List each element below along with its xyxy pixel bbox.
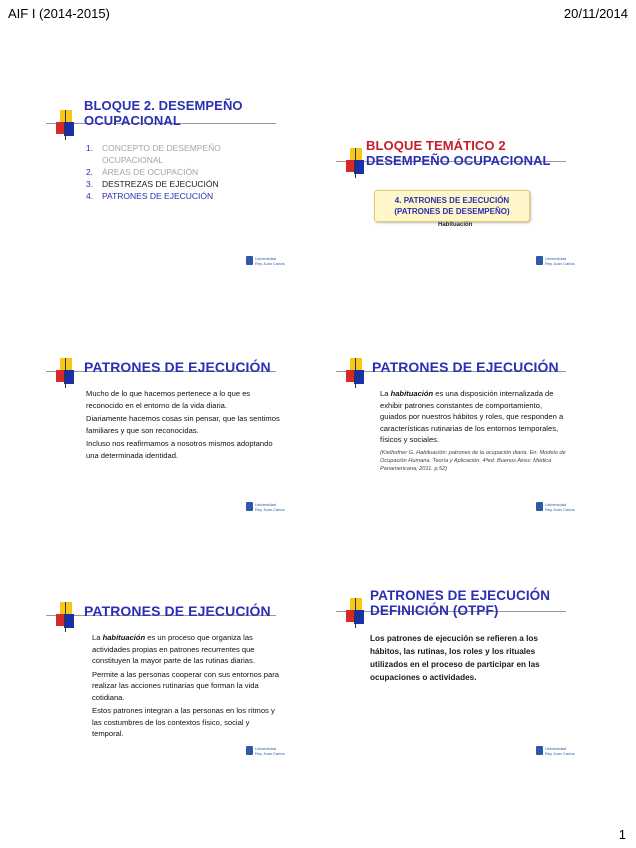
list-item: 3. DESTREZAS DE EJECUCIÓN (86, 179, 219, 189)
university-logo: Universidad Rey Juan Carlos (246, 502, 274, 512)
university-logo: Universidad Rey Juan Carlos (246, 746, 274, 756)
slide-title: PATRONES DE EJECUCIÓN DEFINICIÓN (OTPF) (370, 588, 551, 618)
list-item: 2. ÁREAS DE OCUPACIÓN (86, 167, 199, 177)
university-logo: Universidad Rey Juan Carlos (246, 256, 274, 266)
slide-decoration-icon (56, 358, 82, 388)
slide-6 (346, 586, 598, 766)
slide-1 (56, 90, 308, 270)
slide-decoration-icon (56, 602, 82, 632)
list-item: 1. CONCEPTO DE DESEMPEÑO OCUPACIONAL (86, 143, 221, 165)
slide-title: PATRONES DE EJECUCIÓN (372, 359, 559, 375)
topic-list (86, 142, 276, 202)
slide-body: La habituación es un proceso que organiza las actividades propias en patrones recurrentes que constituyen la mayor parte de las rutinas diarias. Permite a las personas cooperar con sus entornos para realizar las acciones rutinarias que forman la vida cotidiana. Estos patrones integran a las personas en los ritmos y las costumbres de los contextos físico, social y temporal. (92, 633, 279, 738)
university-logo: Universidad Rey Juan Carlos (536, 502, 564, 512)
slide-decoration-icon (56, 110, 82, 140)
slide-title: BLOQUE TEMÁTICO 2 DESEMPEÑO OCUPACIONAL (366, 138, 551, 168)
slide-subtitle: Habituación (438, 222, 473, 228)
slide-5 (56, 594, 308, 774)
section-callout: 4. PATRONES DE EJECUCIÓN (PATRONES DE DESEMPEÑO) (374, 190, 530, 222)
slide-3 (56, 350, 308, 530)
slide-decoration-icon (346, 598, 372, 628)
document-header-date: 20/11/2014 (563, 6, 628, 21)
slide-4 (346, 350, 598, 530)
slide-body: Mucho de lo que hacemos pertenece a lo que es reconocido en el entorno de la vida diaria. Diariamente hacemos cosas sin pensar, que las sentimos familiares y que son reconocidas. Incluso nos reafirmamos a nosotros mismos adoptando una determinada identidad. (86, 389, 280, 460)
university-logo: Universidad Rey Juan Carlos (536, 746, 564, 756)
slide-title: PATRONES DE EJECUCIÓN (84, 603, 271, 619)
citation: (Kielhofner G. Habituación: patrones de la ocupación diaria. En: Modelo de Ocupación Humana. Teoría y Aplicación. 4ªed. Buenos Aires: Médica Panamericana; 2011. p.52) (380, 449, 566, 472)
slide-2 (346, 90, 598, 270)
document-header-course: AIF I (2014-2015) (8, 6, 110, 21)
university-logo: Universidad Rey Juan Carlos (536, 256, 564, 266)
list-item: 4. PATRONES DE EJECUCIÓN (86, 191, 214, 201)
slide-title: PATRONES DE EJECUCIÓN (84, 359, 271, 375)
page-number: 1 (618, 827, 626, 842)
slide-body: Los patrones de ejecución se refieren a los hábitos, las rutinas, los roles y los rituales utilizados en el proceso de participar en las ocupaciones o actividades. (370, 634, 540, 682)
slide-decoration-icon (346, 358, 372, 388)
slide-title: BLOQUE 2. DESEMPEÑO OCUPACIONAL (84, 98, 243, 128)
slide-body: La habituación es una disposición internalizada de exhibir patrones constantes de comportamiento, guiados por nuestros hábitos y roles, que responden a características rutinarias de los entornos temporales, físicos y sociales. (Kielhofner G. Habituación: patrones de la ocupación diaria. En: Modelo de Ocupación Humana. Teoría y Aplicación. 4ªed. Buenos Aires: Médica Panamericana; 2011. p.52) (380, 388, 570, 473)
